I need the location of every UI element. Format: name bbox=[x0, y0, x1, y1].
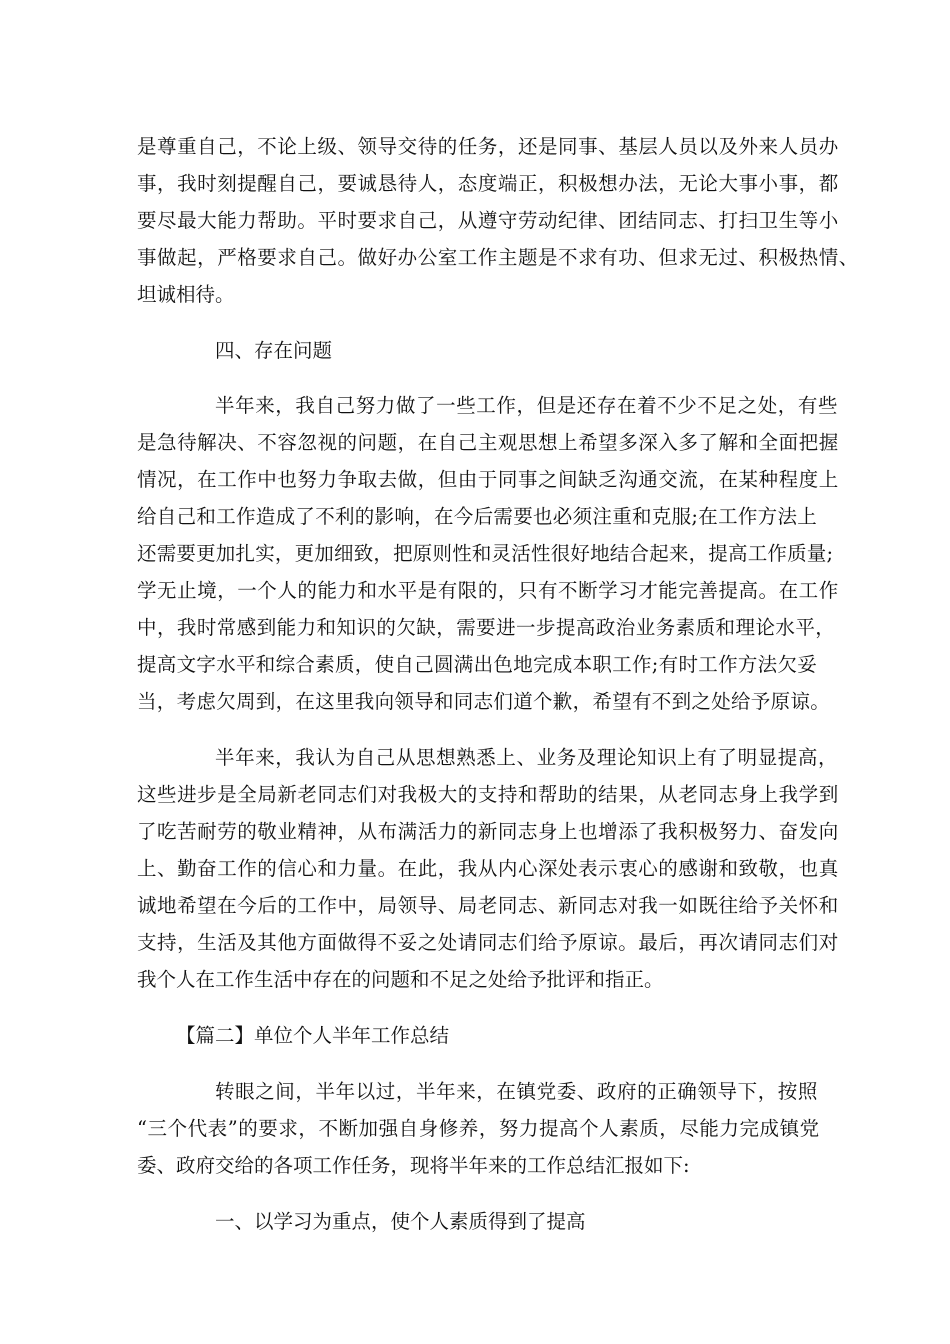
text-line: 诚地希望在今后的工作中，局领导、局老同志、新同志对我一如既往给予关怀和 bbox=[137, 894, 839, 917]
text-line: 半年来，我自己努力做了一些工作，但是还存在着不少不足之处，有些 bbox=[215, 394, 839, 417]
text-line: 委、政府交给的各项工作任务，现将半年来的工作总结汇报如下: bbox=[137, 1154, 690, 1177]
text-line: 要尽最大能力帮助。平时要求自己，从遵守劳动纪律、团结同志、打扫卫生等小 bbox=[137, 209, 839, 232]
text-line: 中，我时常感到能力和知识的欠缺，需要进一步提高政治业务素质和理论水平， bbox=[137, 616, 836, 639]
text-line: 了吃苦耐劳的敬业精神，从布满活力的新同志身上也增添了我积极努力、奋发向 bbox=[137, 820, 839, 843]
text-line: 学无止境，一个人的能力和水平是有限的，只有不断学习才能完善提高。在工作 bbox=[137, 579, 839, 602]
text-line: 是急待解决、不容忽视的问题，在自己主观思想上希望多深入多了解和全面把握 bbox=[137, 431, 839, 454]
text-line: 事做起，严格要求自己。做好办公室工作主题是不求有功、但求无过、积极热情、 bbox=[137, 246, 859, 269]
section-heading-study: 一、以学习为重点，使个人素质得到了提高 bbox=[215, 1210, 586, 1233]
section-title-part-two: 【篇二】单位个人半年工作总结 bbox=[176, 1024, 450, 1047]
text-line: 半年来，我认为自己从思想熟悉上、业务及理论知识上有了明显提高， bbox=[215, 746, 839, 769]
text-line: 上、勤奋工作的信心和力量。在此，我从内心深处表示衷心的感谢和致敬，也真 bbox=[137, 857, 839, 880]
text-line: 当，考虑欠周到，在这里我向领导和同志们道个歉，希望有不到之处给予原谅。 bbox=[137, 690, 831, 713]
text-line: 情况，在工作中也努力争取去做，但由于同事之间缺乏沟通交流，在某种程度上 bbox=[137, 468, 839, 491]
text-line: 还需要更加扎实，更加细致，把原则性和灵活性很好地结合起来，提高工作质量; bbox=[137, 542, 834, 565]
text-line: 我个人在工作生活中存在的问题和不足之处给予批评和指正。 bbox=[137, 968, 664, 991]
text-line: “三个代表”的要求，不断加强自身修养，努力提高个人素质，尽能力完成镇党 bbox=[137, 1117, 820, 1140]
text-line: 提高文字水平和综合素质，使自己圆满出色地完成本职工作;有时工作方法欠妥 bbox=[137, 653, 818, 676]
text-line: 是尊重自己，不论上级、领导交待的任务，还是同事、基层人员以及外来人员办 bbox=[137, 135, 839, 158]
text-line: 坦诚相待。 bbox=[137, 283, 235, 306]
text-line: 转眼之间，半年以过，半年来，在镇党委、政府的正确领导下，按照 bbox=[215, 1080, 819, 1103]
text-line: 给自己和工作造成了不利的影响，在今后需要也必须注重和克服;在工作方法上 bbox=[137, 505, 818, 528]
text-line: 事，我时刻提醒自己，要诚恳待人，态度端正，积极想办法，无论大事小事，都 bbox=[137, 172, 839, 195]
text-line: 支持，生活及其他方面做得不妥之处请同志们给予原谅。最后，再次请同志们对 bbox=[137, 931, 839, 954]
section-heading-problems: 四、存在问题 bbox=[215, 339, 333, 362]
text-line: 这些进步是全局新老同志们对我极大的支持和帮助的结果，从老同志身上我学到 bbox=[137, 783, 839, 806]
